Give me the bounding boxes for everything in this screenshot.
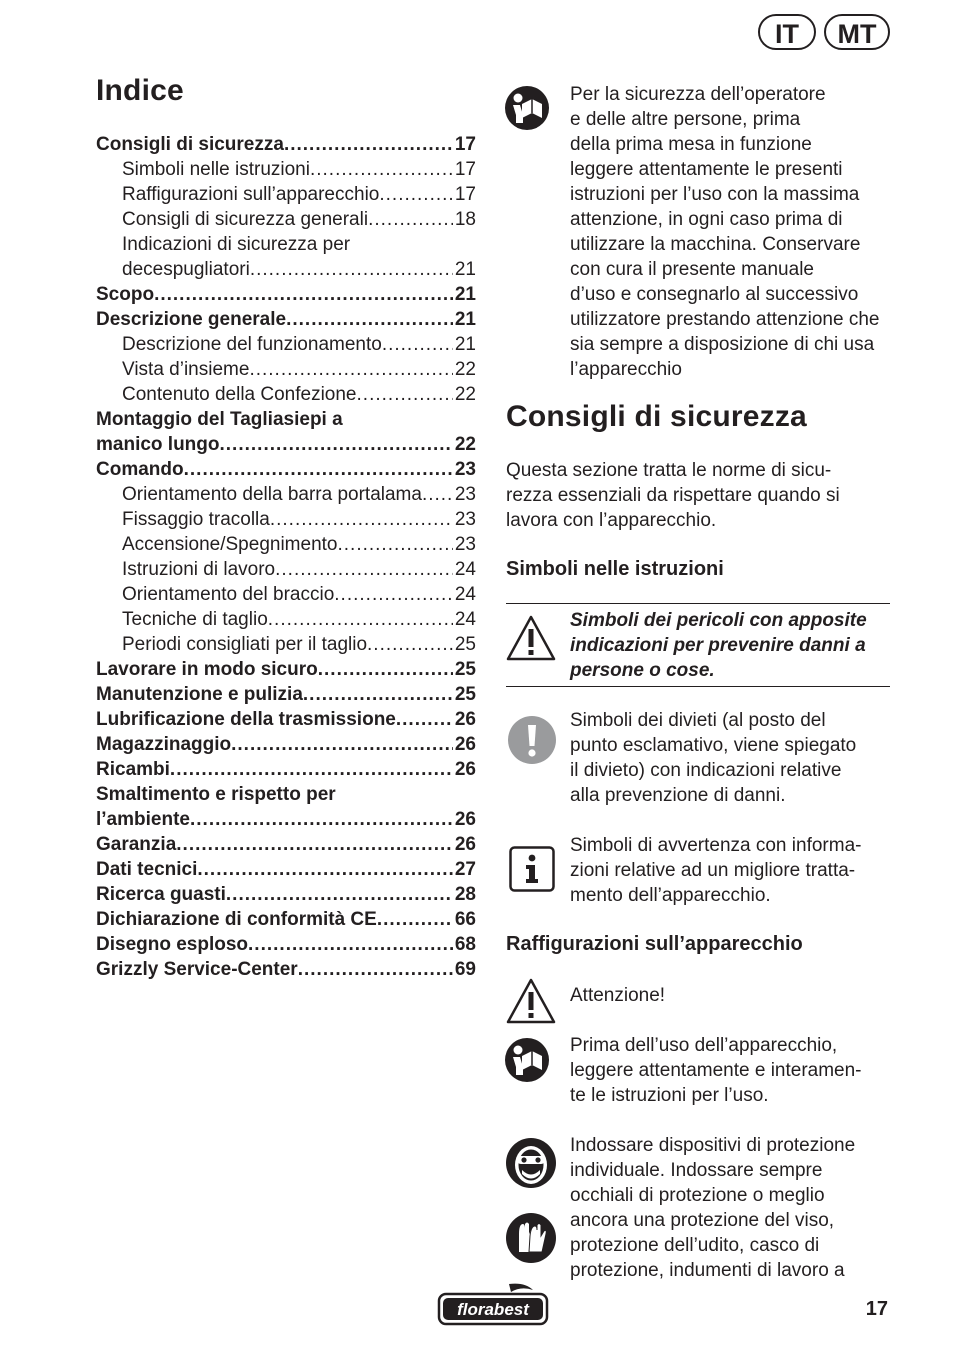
toc-entry xyxy=(96,657,476,682)
toc-entry-title: Tecniche di taglio xyxy=(122,609,268,630)
toc-entry-title: Montaggio del Tagliasiepi a xyxy=(96,409,343,430)
toc-entry-title: Manutenzione e pulizia xyxy=(96,684,303,705)
toc-entry-page: 28 xyxy=(454,884,476,905)
toc-leader-dots xyxy=(249,357,452,382)
prohibition-exclamation-icon xyxy=(507,715,557,770)
info-description xyxy=(570,833,900,908)
toc-leader-dots xyxy=(190,807,453,832)
text-line: della prima mesa in funzione xyxy=(570,134,812,155)
toc-entry-page: 25 xyxy=(454,659,476,680)
toc-entry xyxy=(96,932,476,957)
toc-entry-title: Periodi consigliati per il taglio xyxy=(122,634,368,655)
toc-leader-dots xyxy=(367,632,453,657)
text-line: protezione dell’udito, casco di xyxy=(570,1235,820,1256)
toc-entry-page: 22 xyxy=(454,359,476,380)
text-line: il divieto) con indicazioni relative xyxy=(570,760,842,781)
device-symbols-heading: Raffigurazioni sull’apparecchio xyxy=(506,933,803,955)
toc-leader-dots xyxy=(154,282,453,307)
toc-entry-page: 21 xyxy=(454,259,476,280)
toc-entry-title: Fissaggio tracolla xyxy=(122,509,270,530)
toc-entry-page: 26 xyxy=(454,809,476,830)
toc-entry xyxy=(96,407,476,432)
text-line: leggere attentamente le presenti xyxy=(570,159,843,180)
toc-entry-page: 26 xyxy=(454,734,476,755)
toc-entry-title: Orientamento del braccio xyxy=(122,584,335,605)
toc-entry xyxy=(96,132,476,157)
read-instructions-text xyxy=(570,1033,900,1108)
toc-leader-dots xyxy=(220,432,453,457)
text-line: attenzione, in ogni caso prima di xyxy=(570,209,843,230)
toc-entry xyxy=(96,482,476,507)
toc-entry-page: 27 xyxy=(454,859,476,880)
attention-text: Attenzione! xyxy=(570,985,666,1006)
toc-entry xyxy=(96,282,476,307)
toc-entry-title: Magazzinaggio xyxy=(96,734,232,755)
toc-leader-dots xyxy=(268,607,453,632)
toc-entry xyxy=(96,782,476,807)
text-line: punto esclamativo, viene spiegato xyxy=(570,735,857,756)
text-line: Questa sezione tratta le norme di sicu- xyxy=(506,460,832,481)
toc-leader-dots xyxy=(176,832,453,857)
ppe-text xyxy=(570,1133,900,1283)
text-line: occhiali di protezione o meglio xyxy=(570,1185,825,1206)
toc-entry xyxy=(96,332,476,357)
text-line: indicazioni per prevenire danni a xyxy=(570,635,866,656)
text-line: Simboli dei pericoli con apposite xyxy=(570,610,867,631)
toc-entry xyxy=(96,432,476,457)
toc-leader-dots xyxy=(382,332,453,357)
toc-leader-dots xyxy=(231,732,453,757)
language-badge-it: IT xyxy=(758,14,816,50)
toc-leader-dots xyxy=(286,307,453,332)
toc-entry xyxy=(96,307,476,332)
text-line: utilizzatore prestando attenzione che xyxy=(570,309,880,330)
toc-entry xyxy=(96,807,476,832)
toc-leader-dots xyxy=(270,507,453,532)
toc-entry-title: Comando xyxy=(96,459,184,480)
toc-entry-title: Contenuto della Confezione xyxy=(122,384,357,405)
toc-entry-page: 26 xyxy=(454,759,476,780)
text-line: istruzioni per l’uso con la massima xyxy=(570,184,860,205)
toc-entry-title: l’ambiente xyxy=(96,809,190,830)
warning-description xyxy=(570,608,900,683)
toc-leader-dots xyxy=(197,857,452,882)
toc-entry-title: Lavorare in modo sicuro xyxy=(96,659,318,680)
toc-entry xyxy=(96,157,476,182)
language-badge-mt: MT xyxy=(824,14,890,50)
toc-entry-title: Descrizione generale xyxy=(96,309,287,330)
text-line: sia sempre a disposizione di chi usa xyxy=(570,334,875,355)
toc-leader-dots xyxy=(368,207,453,232)
toc-entry xyxy=(96,507,476,532)
divider-top xyxy=(506,603,890,604)
toc-entry xyxy=(96,682,476,707)
toc-entry-page: 25 xyxy=(454,684,476,705)
safety-section-title: Consigli di sicurezza xyxy=(506,400,807,433)
text-line: leggere attentamente e interamen- xyxy=(570,1060,862,1081)
toc-leader-dots xyxy=(226,882,453,907)
toc-entry-title: Scopo xyxy=(96,284,155,305)
toc-entry-page: 17 xyxy=(454,184,476,205)
toc-leader-dots xyxy=(357,382,453,407)
florabest-logo-text: florabest xyxy=(457,1300,529,1319)
toc-leader-dots xyxy=(396,707,453,732)
toc-entry-page: 23 xyxy=(454,509,476,530)
text-line: Simboli dei divieti (al posto del xyxy=(570,710,826,731)
toc-entry-title: Smaltimento e rispetto per xyxy=(96,784,336,805)
toc-entry-title: decespugliatori xyxy=(122,259,250,280)
toc-leader-dots xyxy=(250,257,453,282)
toc-entry-page: 24 xyxy=(454,584,476,605)
toc-entry xyxy=(96,582,476,607)
toc-entry xyxy=(96,182,476,207)
toc-leader-dots xyxy=(422,482,453,507)
toc-entry-page: 17 xyxy=(454,134,476,155)
toc-entry-title: Ricerca guasti xyxy=(96,884,226,905)
toc-leader-dots xyxy=(248,932,453,957)
text-line: d’uso e consegnarlo al successivo xyxy=(570,284,859,305)
page-number: 17 xyxy=(865,1298,888,1320)
table-of-contents xyxy=(96,132,476,982)
text-line: alla prevenzione di danni. xyxy=(570,785,786,806)
face-protection-icon xyxy=(505,1137,557,1194)
info-icon xyxy=(509,846,555,897)
text-line: con cura il presente manuale xyxy=(570,259,814,280)
warning-triangle-icon xyxy=(505,614,557,667)
toc-entry-title: Simboli nelle istruzioni xyxy=(122,159,310,180)
toc-entry-page: 21 xyxy=(454,334,476,355)
toc-leader-dots xyxy=(334,582,453,607)
toc-entry-page: 25 xyxy=(454,634,476,655)
toc-entry xyxy=(96,557,476,582)
toc-leader-dots xyxy=(298,957,453,982)
toc-leader-dots xyxy=(303,682,453,707)
divider-bottom xyxy=(506,686,890,687)
text-line: Simboli di avvertenza con informa- xyxy=(570,835,862,856)
toc-entry-page: 66 xyxy=(454,909,476,930)
safety-section-paragraph xyxy=(506,458,896,533)
text-line: mento dell’apparecchio. xyxy=(570,885,771,906)
toc-entry-page: 23 xyxy=(454,484,476,505)
toc-entry xyxy=(96,357,476,382)
read-instructions-icon xyxy=(504,1037,550,1088)
text-line: utilizzare la macchina. Conservare xyxy=(570,234,861,255)
toc-entry xyxy=(96,707,476,732)
toc-leader-dots xyxy=(377,907,453,932)
text-line: Prima dell’uso dell’apparecchio, xyxy=(570,1035,838,1056)
attention-triangle-icon xyxy=(505,977,557,1030)
toc-entry xyxy=(96,732,476,757)
text-line: persone o cose. xyxy=(570,660,715,681)
text-line: lavora con l’apparecchio. xyxy=(506,510,717,531)
toc-entry xyxy=(96,857,476,882)
intro-paragraph xyxy=(570,82,900,382)
toc-entry-page: 18 xyxy=(454,209,476,230)
toc-leader-dots xyxy=(275,557,453,582)
text-line: rezza essenziali da rispettare quando si xyxy=(506,485,840,506)
toc-entry xyxy=(96,382,476,407)
toc-leader-dots xyxy=(284,132,453,157)
toc-entry xyxy=(96,257,476,282)
text-line: Indossare dispositivi di protezione xyxy=(570,1135,856,1156)
symbols-heading: Simboli nelle istruzioni xyxy=(506,558,724,580)
toc-entry xyxy=(96,607,476,632)
text-line: Per la sicurezza dell’operatore xyxy=(570,84,826,105)
toc-entry-title: Consigli di sicurezza xyxy=(96,134,284,155)
gloves-icon xyxy=(505,1212,557,1269)
toc-leader-dots xyxy=(337,532,452,557)
toc-entry xyxy=(96,832,476,857)
toc-leader-dots xyxy=(310,157,453,182)
toc-leader-dots xyxy=(184,457,453,482)
toc-entry-title: Indicazioni di sicurezza per xyxy=(122,234,351,255)
florabest-logo xyxy=(437,1282,549,1331)
toc-entry xyxy=(96,532,476,557)
toc-leader-dots xyxy=(318,657,453,682)
index-title: Indice xyxy=(96,74,184,107)
toc-entry-page: 24 xyxy=(454,609,476,630)
toc-entry-title: Dichiarazione di conformità CE xyxy=(96,909,377,930)
toc-entry-page: 26 xyxy=(454,834,476,855)
toc-entry-page: 23 xyxy=(454,459,476,480)
toc-entry-page: 21 xyxy=(454,309,476,330)
toc-entry-title: Disegno esploso xyxy=(96,934,249,955)
text-line: zioni relative ad un migliore tratta- xyxy=(570,860,856,881)
toc-entry-title: Orientamento della barra portalama xyxy=(122,484,422,505)
text-line: te le istruzioni per l’uso. xyxy=(570,1085,769,1106)
toc-entry-page: 17 xyxy=(454,159,476,180)
toc-leader-dots xyxy=(170,757,453,782)
toc-entry xyxy=(96,632,476,657)
toc-entry xyxy=(96,907,476,932)
toc-entry xyxy=(96,207,476,232)
text-line: individuale. Indossare sempre xyxy=(570,1160,823,1181)
text-line: ancora una protezione del viso, xyxy=(570,1210,835,1231)
toc-entry-page: 69 xyxy=(454,959,476,980)
toc-entry-page: 22 xyxy=(454,384,476,405)
toc-entry-page: 24 xyxy=(454,559,476,580)
toc-entry-page: 21 xyxy=(454,284,476,305)
toc-entry xyxy=(96,957,476,982)
toc-entry-page: 23 xyxy=(454,534,476,555)
toc-entry-title: Istruzioni di lavoro xyxy=(122,559,276,580)
toc-entry-title: Accensione/Spegnimento xyxy=(122,534,338,555)
toc-entry-page: 68 xyxy=(454,934,476,955)
read-manual-icon xyxy=(504,85,550,136)
toc-entry-title: Descrizione del funzionamento xyxy=(122,334,382,355)
toc-entry-title: Vista d’insieme xyxy=(122,359,250,380)
text-line: l’apparecchio xyxy=(570,359,682,380)
toc-leader-dots xyxy=(379,182,453,207)
toc-entry xyxy=(96,757,476,782)
toc-entry-title: Raffigurazioni sull’apparecchio xyxy=(122,184,380,205)
toc-entry-title: Consigli di sicurezza generali xyxy=(122,209,369,230)
toc-entry xyxy=(96,457,476,482)
toc-entry xyxy=(96,232,476,257)
toc-entry-title: Ricambi xyxy=(96,759,170,780)
toc-entry-page: 26 xyxy=(454,709,476,730)
toc-entry xyxy=(96,882,476,907)
prohibition-description xyxy=(570,708,900,808)
toc-entry-title: Dati tecnici xyxy=(96,859,198,880)
toc-entry-title: Lubrificazione della trasmissione xyxy=(96,709,396,730)
text-line: protezione, indumenti di lavoro a xyxy=(570,1260,845,1281)
text-line: e delle altre persone, prima xyxy=(570,109,801,130)
toc-entry-title: Grizzly Service-Center xyxy=(96,959,298,980)
toc-entry-page: 22 xyxy=(454,434,476,455)
toc-entry-title: manico lungo xyxy=(96,434,220,455)
toc-entry-title: Garanzia xyxy=(96,834,177,855)
